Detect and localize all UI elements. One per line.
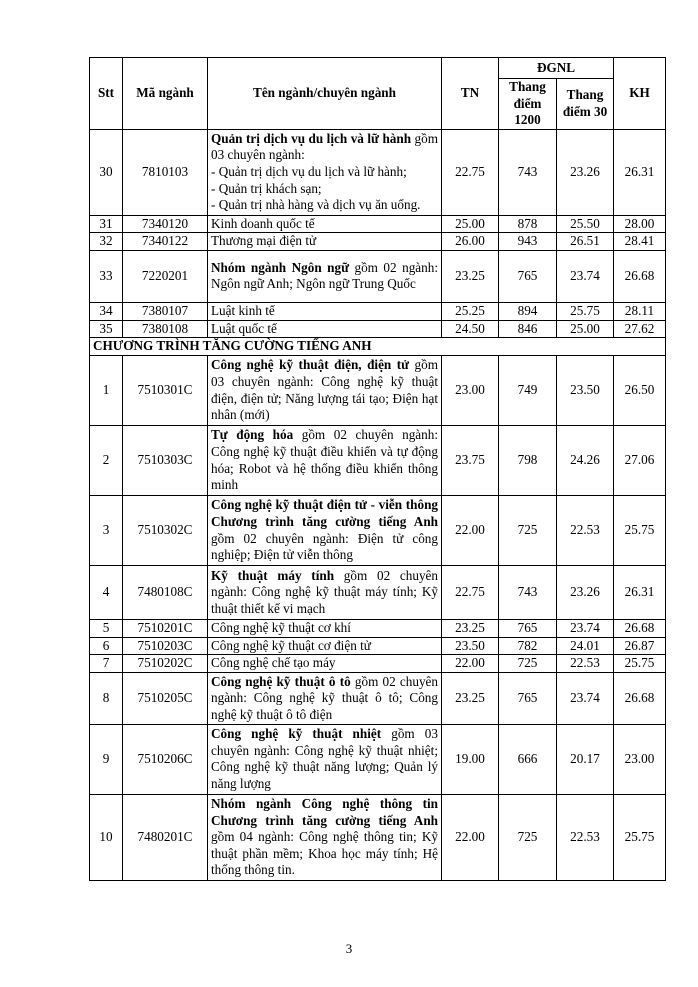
cell-tn: 25.25	[442, 302, 499, 320]
cell-stt: 33	[90, 250, 123, 302]
cell-stt: 1	[90, 356, 123, 426]
cell-kh: 26.87	[614, 637, 666, 655]
cell-thang-1200: 666	[499, 724, 557, 794]
table-body	[90, 129, 666, 880]
cell-tn: 23.00	[442, 356, 499, 426]
section-title: CHƯƠNG TRÌNH TĂNG CƯỜNG TIẾNG ANH	[90, 338, 666, 356]
cell-thang-1200: 846	[499, 320, 557, 338]
cell-ten-nganh	[208, 724, 442, 794]
program-name-text: Luật kinh tế	[211, 302, 275, 318]
cell-thang-1200: 749	[499, 356, 557, 426]
program-name-text: Công nghệ kỹ thuật cơ khí	[211, 620, 351, 636]
cell-tn: 23.75	[442, 426, 499, 496]
cell-tn: 23.50	[442, 637, 499, 655]
cell-kh: 28.11	[614, 302, 666, 320]
header-stt: Stt	[90, 58, 123, 130]
program-name-text: gồm 03 chuyên ngành: Công nghệ kỹ thuật điện, điện tử; Năng lượng tái tạo; Điện hạt nhân (mới)	[211, 357, 438, 423]
header-ma-nganh: Mã ngành	[123, 58, 208, 130]
cell-kh: 25.75	[614, 655, 666, 673]
program-name-bold: Nhóm ngành Ngôn ngữ	[211, 259, 349, 275]
cell-stt: 4	[90, 566, 123, 620]
program-subline: - Quản trị khách sạn;	[211, 180, 322, 196]
table-row	[90, 637, 666, 655]
program-name-text: gồm 04 ngành: Công nghệ thông tin; Kỹ thuật phần mềm; Khoa học máy tính; Hệ thống thông tin.	[211, 829, 438, 878]
cell-ten-nganh	[208, 233, 442, 251]
cell-stt: 3	[90, 496, 123, 566]
header-thang-30: Thang điểm 30	[557, 79, 614, 130]
cell-stt: 8	[90, 672, 123, 724]
cell-kh: 26.68	[614, 620, 666, 638]
cell-thang-1200: 743	[499, 129, 557, 215]
program-name-bold: Công nghệ kỹ thuật ô tô	[211, 673, 351, 689]
cell-ma-nganh: 7380107	[123, 302, 208, 320]
cell-tn: 22.00	[442, 794, 499, 880]
cell-stt: 34	[90, 302, 123, 320]
program-name-text: Công nghệ kỹ thuật cơ điện tử	[211, 637, 371, 653]
admission-scores-table	[89, 57, 666, 881]
program-name-bold: Công nghệ kỹ thuật nhiệt	[211, 726, 382, 742]
cell-ten-nganh	[208, 250, 442, 302]
cell-ten-nganh	[208, 496, 442, 566]
table-row	[90, 356, 666, 426]
table-row	[90, 426, 666, 496]
cell-tn: 23.25	[442, 672, 499, 724]
cell-thang-1200: 878	[499, 215, 557, 233]
cell-kh: 26.68	[614, 250, 666, 302]
header-kh: KH	[614, 58, 666, 130]
cell-ma-nganh: 7380108	[123, 320, 208, 338]
table-row	[90, 320, 666, 338]
cell-thang-30: 25.50	[557, 215, 614, 233]
cell-tn: 19.00	[442, 724, 499, 794]
header-dgnl: ĐGNL	[499, 58, 614, 79]
cell-stt: 10	[90, 794, 123, 880]
cell-stt: 6	[90, 637, 123, 655]
program-name-text: gồm 02 chuyên ngành: Công nghệ kỹ thuật ô tô; Công nghệ kỹ thuật ô tô điện	[211, 673, 439, 722]
program-name-bold: Công nghệ kỹ thuật điện tử - viễn thông Chương trình tăng cường tiếng Anh	[211, 497, 438, 530]
program-name-text: Công nghệ chế tạo máy	[211, 655, 336, 671]
program-name-text: gồm 03 chuyên ngành:	[211, 130, 438, 163]
cell-thang-30: 22.53	[557, 496, 614, 566]
table-row	[90, 496, 666, 566]
cell-kh: 26.31	[614, 566, 666, 620]
program-name-bold: Công nghệ kỹ thuật điện, điện tử	[211, 357, 410, 373]
header-thang-1200: Thang điểm 1200	[499, 79, 557, 130]
cell-kh: 27.62	[614, 320, 666, 338]
program-name-text: gồm 02 chuyên ngành: Điện tử công nghiệp; Điện tử viễn thông	[211, 530, 438, 563]
cell-stt: 5	[90, 620, 123, 638]
cell-kh: 25.75	[614, 794, 666, 880]
cell-stt: 2	[90, 426, 123, 496]
cell-ten-nganh	[208, 426, 442, 496]
table-row	[90, 620, 666, 638]
cell-ten-nganh	[208, 637, 442, 655]
cell-thang-30: 23.26	[557, 129, 614, 215]
table-row	[90, 794, 666, 880]
cell-ten-nganh	[208, 566, 442, 620]
cell-tn: 26.00	[442, 233, 499, 251]
cell-kh: 26.68	[614, 672, 666, 724]
cell-thang-30: 22.53	[557, 794, 614, 880]
table-row	[90, 672, 666, 724]
table-row	[90, 724, 666, 794]
cell-thang-30: 24.26	[557, 426, 614, 496]
cell-thang-1200: 798	[499, 426, 557, 496]
cell-kh: 23.00	[614, 724, 666, 794]
cell-thang-1200: 765	[499, 250, 557, 302]
program-subline: - Quản trị nhà hàng và dịch vụ ăn uống.	[211, 197, 421, 213]
cell-ten-nganh	[208, 302, 442, 320]
cell-thang-1200: 725	[499, 655, 557, 673]
cell-thang-30: 20.17	[557, 724, 614, 794]
program-name-text: gồm 02 ngành: Ngôn ngữ Anh; Ngôn ngữ Trung Quốc	[211, 259, 439, 292]
cell-kh: 28.00	[614, 215, 666, 233]
cell-ten-nganh	[208, 320, 442, 338]
cell-kh: 26.31	[614, 129, 666, 215]
cell-ma-nganh: 7510203C	[123, 637, 208, 655]
program-name-bold: Nhóm ngành Công nghệ thông tin Chương trình tăng cường tiếng Anh	[211, 795, 438, 828]
cell-thang-30: 23.74	[557, 620, 614, 638]
cell-ma-nganh: 7510302C	[123, 496, 208, 566]
program-name-bold: Kỹ thuật máy tính	[211, 567, 335, 583]
cell-ma-nganh: 7510303C	[123, 426, 208, 496]
cell-thang-30: 26.51	[557, 233, 614, 251]
cell-ma-nganh: 7340120	[123, 215, 208, 233]
cell-ma-nganh: 7510205C	[123, 672, 208, 724]
cell-ma-nganh: 7480201C	[123, 794, 208, 880]
cell-ma-nganh: 7510301C	[123, 356, 208, 426]
cell-ten-nganh	[208, 356, 442, 426]
table-row	[90, 233, 666, 251]
cell-ma-nganh: 7810103	[123, 129, 208, 215]
cell-thang-1200: 743	[499, 566, 557, 620]
cell-tn: 23.25	[442, 250, 499, 302]
cell-kh: 25.75	[614, 496, 666, 566]
cell-kh: 26.50	[614, 356, 666, 426]
cell-thang-1200: 894	[499, 302, 557, 320]
cell-ma-nganh: 7510206C	[123, 724, 208, 794]
cell-ten-nganh	[208, 672, 442, 724]
cell-ma-nganh: 7220201	[123, 250, 208, 302]
cell-thang-30: 25.75	[557, 302, 614, 320]
program-name-text: Kinh doanh quốc tế	[211, 215, 315, 231]
cell-ten-nganh	[208, 129, 442, 215]
cell-ten-nganh	[208, 620, 442, 638]
program-name-text: gồm 02 chuyên ngành: Công nghệ kỹ thuật điều khiển và tự động hóa; Robot và hệ thống điều khiển thông minh	[211, 427, 438, 493]
cell-ten-nganh	[208, 794, 442, 880]
cell-stt: 35	[90, 320, 123, 338]
program-name-text: Thương mại điện tử	[211, 233, 317, 249]
cell-stt: 30	[90, 129, 123, 215]
cell-thang-30: 23.26	[557, 566, 614, 620]
table-row	[90, 566, 666, 620]
cell-tn: 25.00	[442, 215, 499, 233]
section-row	[90, 338, 666, 356]
cell-ten-nganh	[208, 215, 442, 233]
cell-ten-nganh	[208, 655, 442, 673]
page-number: 3	[345, 941, 353, 956]
cell-thang-1200: 765	[499, 620, 557, 638]
program-name-text: gồm 02 chuyên ngành: Công nghệ kỹ thuật máy tính; Kỹ thuật thiết kế vi mạch	[211, 567, 439, 616]
program-name-text: Luật quốc tế	[211, 320, 277, 336]
cell-thang-30: 24.01	[557, 637, 614, 655]
cell-tn: 24.50	[442, 320, 499, 338]
cell-thang-1200: 725	[499, 496, 557, 566]
cell-ma-nganh: 7510201C	[123, 620, 208, 638]
cell-kh: 28.41	[614, 233, 666, 251]
cell-thang-30: 25.00	[557, 320, 614, 338]
cell-thang-1200: 782	[499, 637, 557, 655]
program-name-bold: Tự động hóa	[211, 427, 294, 443]
table-row	[90, 129, 666, 215]
table-row	[90, 215, 666, 233]
cell-thang-1200: 765	[499, 672, 557, 724]
cell-tn: 22.00	[442, 655, 499, 673]
cell-stt: 7	[90, 655, 123, 673]
program-name-text: gồm 03 chuyên ngành: Công nghệ kỹ thuật nhiệt; Công nghệ kỹ thuật năng lượng; Quản lý năng lượng	[211, 726, 438, 792]
cell-tn: 22.00	[442, 496, 499, 566]
cell-thang-1200: 725	[499, 794, 557, 880]
cell-stt: 31	[90, 215, 123, 233]
table-row	[90, 302, 666, 320]
cell-thang-30: 23.50	[557, 356, 614, 426]
header-tn: TN	[442, 58, 499, 130]
table-row	[90, 250, 666, 302]
cell-ma-nganh: 7480108C	[123, 566, 208, 620]
cell-thang-1200: 943	[499, 233, 557, 251]
cell-tn: 22.75	[442, 129, 499, 215]
program-name-bold: Quản trị dịch vụ du lịch và lữ hành	[211, 130, 412, 146]
program-subline: - Quản trị dịch vụ du lịch và lữ hành;	[211, 163, 407, 179]
cell-ma-nganh: 7510202C	[123, 655, 208, 673]
header-ten-nganh: Tên ngành/chuyên ngành	[208, 58, 442, 130]
cell-stt: 9	[90, 724, 123, 794]
cell-tn: 23.25	[442, 620, 499, 638]
cell-tn: 22.75	[442, 566, 499, 620]
cell-thang-30: 22.53	[557, 655, 614, 673]
table-row	[90, 655, 666, 673]
cell-thang-30: 23.74	[557, 250, 614, 302]
cell-ma-nganh: 7340122	[123, 233, 208, 251]
cell-thang-30: 23.74	[557, 672, 614, 724]
cell-kh: 27.06	[614, 426, 666, 496]
cell-stt: 32	[90, 233, 123, 251]
